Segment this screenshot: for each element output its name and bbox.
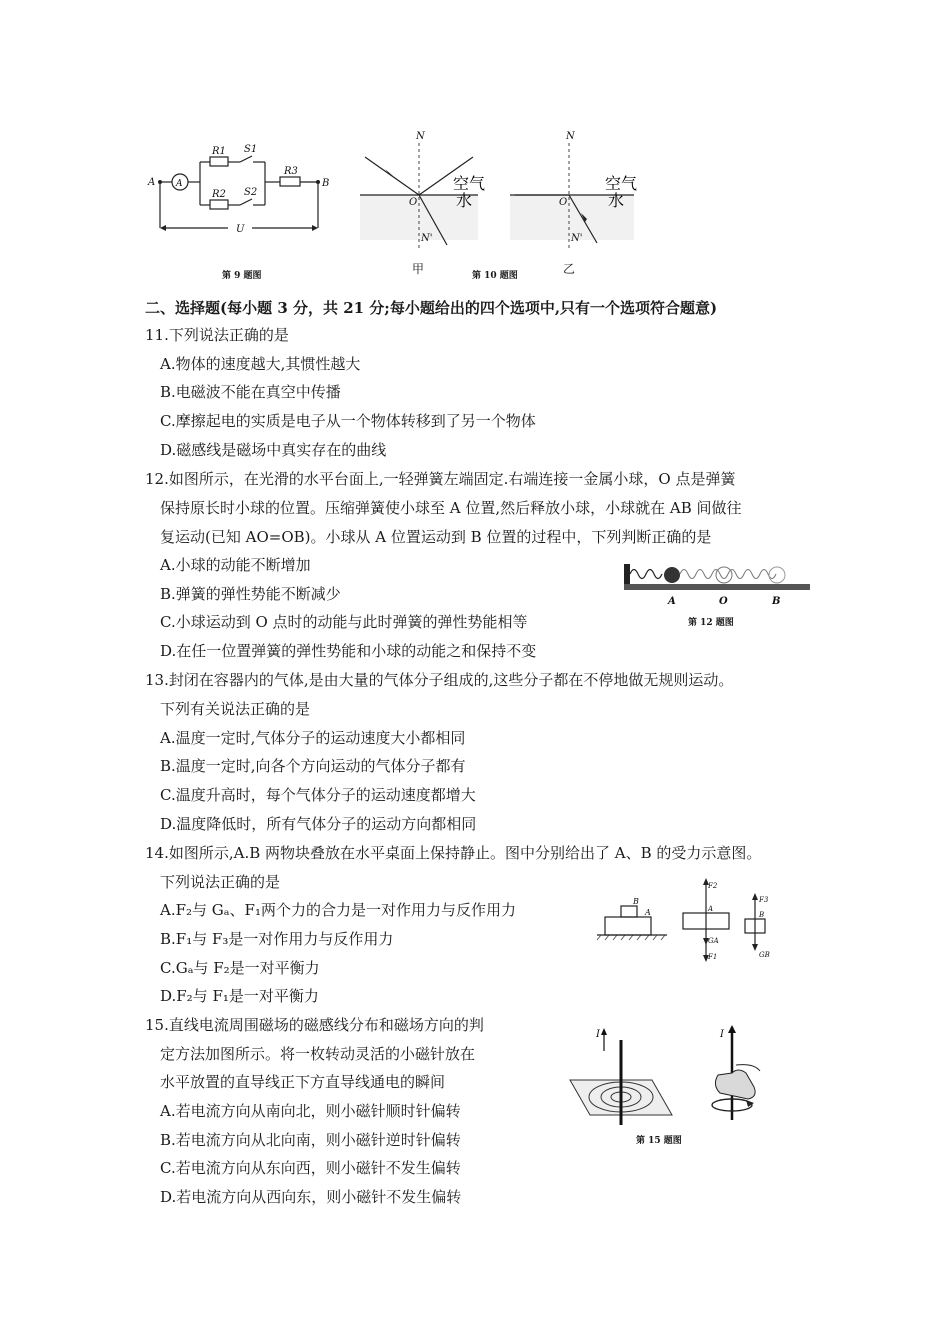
fig9-label-r1: R1 (212, 146, 226, 157)
fig14-a-label: A (708, 905, 714, 913)
question-14-stem-line-2: 下列说法正确的是 (160, 873, 281, 891)
fig10-caption: 第 10 题图 (472, 271, 518, 281)
fig14-gb-label: GB (759, 951, 770, 959)
question-15-stem-line-2: 定方法加图所示。将一枚转动灵活的小磁针放在 (160, 1045, 476, 1063)
q15-option-c: C.若电流方向从东向西，则小磁针不发生偏转 (160, 1159, 461, 1177)
fig14-f3-label: F3 (759, 896, 769, 904)
q14-option-c: C.Gₐ与 F₂是一对平衡力 (160, 959, 320, 977)
figure-10-right-refraction (505, 125, 640, 265)
figure-14-force-diagrams (595, 875, 795, 965)
fig9-caption: 第 9 题图 (222, 271, 262, 281)
fig10-right-nprime: N' (571, 233, 583, 244)
q14-option-d: D.F₂与 F₁是一对平衡力 (160, 987, 319, 1005)
fig10-right-label: 乙 (563, 262, 576, 276)
question-12-stem-line-3: 复运动(已知 AO=OB)。小球从 A 位置运动到 B 位置的过程中，下列判断正确的是 (160, 528, 712, 546)
figure-15-magnetic-field (560, 1025, 775, 1130)
fig9-ammeter-label: A (176, 179, 183, 189)
q12-option-c: C.小球运动到 O 点时的动能与此时弹簧的弹性势能相等 (160, 613, 528, 631)
fig12-label-a: A (668, 596, 676, 607)
fig10-left-n: N (416, 131, 425, 142)
fig12-label-o: O (719, 596, 728, 607)
fig14-block-b-label: B (633, 897, 639, 906)
q11-option-d: D.磁感线是磁场中真实存在的曲线 (160, 441, 387, 459)
q12-option-a: A.小球的动能不断增加 (160, 556, 311, 574)
figure-12-spring (622, 558, 812, 610)
q12-option-d: D.在任一位置弹簧的弹性势能和小球的动能之和保持不变 (160, 642, 537, 660)
figure-9-circuit (140, 135, 340, 245)
fig10-left-o: O (409, 197, 418, 208)
question-13-stem-line-1: 13.封闭在容器内的气体,是由大量的气体分子组成的,这些分子都在不停地做无规则运动。 (145, 671, 734, 689)
fig10-left-air: 空气 (453, 174, 486, 193)
fig15-current-label-left: I (596, 1029, 600, 1040)
q11-option-a: A.物体的速度越大,其惯性越大 (160, 355, 361, 373)
q13-option-b: B.温度一定时,向各个方向运动的气体分子都有 (160, 757, 466, 775)
fig10-right-air: 空气 (605, 174, 638, 193)
fig9-label-r2: R2 (212, 189, 226, 200)
fig14-f1-label: F1 (708, 953, 718, 961)
fig9-label-s1: S1 (244, 144, 258, 155)
fig12-caption: 第 12 题图 (688, 618, 734, 628)
question-14-stem-line-1: 14.如图所示,A.B 两物块叠放在水平桌面上保持静止。图中分别给出了 A、B 的受力示意图。 (145, 844, 762, 862)
question-15-stem-line-3: 水平放置的直导线正下方直导线通电的瞬间 (160, 1073, 446, 1091)
fig9-label-a: A (148, 177, 156, 188)
fig14-f2-label: F2 (708, 882, 718, 890)
section-title: 二、选择题(每小题 3 分，共 21 分;每小题给出的四个选项中,只有一个选项符合题意) (145, 299, 718, 317)
question-15-stem-line-1: 15.直线电流周围磁场的磁感线分布和磁场方向的判 (145, 1016, 484, 1034)
fig9-label-s2: S2 (244, 187, 258, 198)
fig10-left-water: 水 (456, 191, 473, 210)
fig10-left-label: 甲 (412, 262, 425, 276)
fig9-label-u: U (236, 224, 245, 235)
q13-option-d: D.温度降低时，所有气体分子的运动方向都相同 (160, 815, 477, 833)
fig15-current-label-right: I (720, 1029, 724, 1040)
fig12-label-b: B (772, 596, 781, 607)
fig10-right-water: 水 (608, 191, 625, 210)
q15-option-d: D.若电流方向从西向东，则小磁针不发生偏转 (160, 1188, 462, 1206)
fig9-label-r3: R3 (284, 166, 298, 177)
fig10-left-nprime: N' (421, 233, 433, 244)
question-12-stem-line-2: 保持原长时小球的位置。压缩弹簧使小球至 A 位置,然后释放小球，小球就在 AB 间做往 (160, 499, 742, 517)
question-13-stem-line-2: 下列有关说法正确的是 (160, 700, 311, 718)
fig14-block-a-label: A (645, 908, 651, 917)
fig10-right-n: N (566, 131, 575, 142)
fig10-right-o: O (559, 197, 568, 208)
q15-option-a: A.若电流方向从南向北，则小磁针顺时针偏转 (160, 1102, 461, 1120)
question-12-stem-line-1: 12.如图所示，在光滑的水平台面上,一轻弹簧左端固定.右端连接一金属小球，O 点是弹簧 (145, 470, 736, 488)
q14-option-b: B.F₁与 F₃是一对作用力与反作用力 (160, 930, 394, 948)
q11-option-b: B.电磁波不能在真空中传播 (160, 383, 341, 401)
fig9-label-b: B (322, 178, 330, 189)
q13-option-a: A.温度一定时,气体分子的运动速度大小都相同 (160, 729, 466, 747)
fig14-ga-label: GA (708, 937, 719, 945)
q15-option-b: B.若电流方向从北向南，则小磁针逆时针偏转 (160, 1131, 461, 1149)
fig14-b-label: B (759, 911, 765, 919)
fig15-caption: 第 15 题图 (636, 1136, 682, 1146)
q14-option-a: A.F₂与 Gₐ、F₁两个力的合力是一对作用力与反作用力 (160, 901, 516, 919)
q13-option-c: C.温度升高时，每个气体分子的运动速度都增大 (160, 786, 476, 804)
figure-10-left-refraction (355, 125, 485, 265)
question-11-stem: 11.下列说法正确的是 (145, 326, 289, 344)
q11-option-c: C.摩擦起电的实质是电子从一个物体转移到了另一个物体 (160, 412, 536, 430)
q12-option-b: B.弹簧的弹性势能不断减少 (160, 585, 341, 603)
